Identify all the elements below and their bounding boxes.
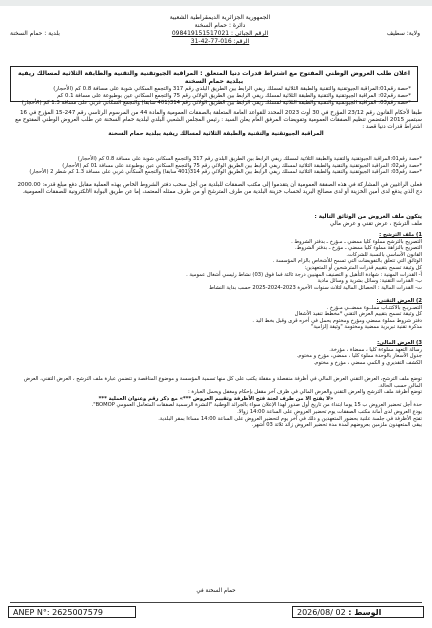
technical-item-3: دفتر شروط مملوء ممضي ومؤرخ ومختوم يحمل في أخره قرى وقبل بخط اليد . <box>252 317 422 324</box>
daira-line: دائرة : حمام السخنة <box>194 22 246 29</box>
commune-label: بلدية : حمام السخنة <box>10 30 60 37</box>
candidacy-section <box>10 232 422 291</box>
candidacy-item-2: التصريح بالنزاهة مملوء كليا ممضي ـ مؤرخ ـ بدفتر الشروط. <box>294 245 422 252</box>
candidacy-item-7: ب- القدرات التقنية: وسائل بشرية و وسائل مادية <box>317 278 422 285</box>
notice-lot-3: *حصة رقم03: المراقبة الجيوتقنية والتقنية والطبقة الثلاثية لمسلك ريفي الرابط بين الطريق الولائي رقم 314(401 سابقا) والتجمع السكاني غربي على مسافة 1.3 كم (الأحجار) <box>21 100 411 106</box>
closing-section <box>10 376 422 429</box>
tax-number-line: الرقم الجبائي : 098419151517021 <box>171 30 269 37</box>
candidacy-item-4: الوثائق التي تتعلق بالتفويضات التي تسمح للأشخاص بالزام المؤسسة . <box>272 258 422 265</box>
purchase-paragraph: فعلى الراغبين في المشاركة في هذه الصفقة العمومية أن يتقدموا إلى مكتب الصفقات للبلدية من أجل سحب دفتر الشروط الخاص بهذه العملية مقابل دفع مبلغ قدره: 2000.00 دج الذي يدفع لدى أمين الخزينة أو لدى مصالح البريد لحساب خزينة البلدية من طرف المترشح أو من طرف ممثله المعتمد، إما عن طريق البوابة الالكترونية للصفقات العمومية. <box>17 182 422 196</box>
composition-title: يتكون ملف العروض من الوثائق التالية : <box>314 214 422 220</box>
lot-item-2: *حصة رقم02: المراقبة الجيوتقنية والتقنية والطبقة الثلاثية لمسلك ريفي الرابط بين الطريق الولائي رقم 75 والتجمع السكاني عين بوطبوعة على مسافة 01 كم (الأحجار) <box>62 162 422 169</box>
technical-item-1: التصـريـح بالاكتتـاب مملــوء ممضــي مـؤرخ . <box>326 304 422 311</box>
technical-title: 2) العرض التقني: <box>376 298 422 304</box>
financial-section <box>10 340 422 366</box>
wilaya-label: ولاية: سطيف <box>386 30 420 37</box>
candidacy-item-8: ت- القدرات المالية : الحصائل المالية لثلاث سنوات الأخيرة 2023-2024-2025 حسب بداية النشاط <box>209 284 422 291</box>
intro-paragraph <box>10 110 422 138</box>
publication-date-label: الوسط <box>354 608 382 617</box>
header-center <box>140 14 300 46</box>
anep-number: ANEP N°: 2625007579 <box>8 606 136 618</box>
candidacy-item-1: التصريح بالترشح مملوء كليا ممضي ـ مـؤرخ ـ بدفتر الشروط . <box>291 238 422 245</box>
footer-divider <box>10 602 422 603</box>
closing-4: حدة أجل تحضير العروض ب 15 يوما ابتداء من تاريخ أول صدور لهذا الإعلان سواء بالجرائد الوطنية "النشرة الرسمية لصفقات المتعامل العمومي BOMOP". <box>91 402 422 409</box>
composition-sub: ملف الترشح ، عرض تقني و عرض مالي <box>329 221 422 228</box>
top-strip <box>0 0 432 6</box>
notice-lot-2: *حصة رقم02: المراقبة الجيوتقنية والتقنية والطبقة الثلاثية لمسلك ريفي الرابط بين الطريق الولائي رقم 75 والتجمع السكاني عين بوطبوعة على مسافة 0.1 كم <box>57 93 411 99</box>
closing-2: توضع أظرفة ملف الترشح والعرض التقني والعرض المالي في ظرف آخر مقفل بإحكام ومغفل ويحمل العبارة : <box>187 389 422 396</box>
lot-item-1: *حصة رقم01:المراقبة الجيوتقنية والتقنية والطبقة الثلاثية لمسلك ريفي الرابط بين الطريق البلدي رقم 317 والتجمع السكاني شوبة على مسافة 0.8 كم (الأحجار) <box>77 156 422 162</box>
closing-1: توضع ملف الترشح، العرض التقني العرض المالي في أظرفة منفصلة و مقفلة يكتب على كل منها تسمية المؤسسة و موضوع المناقصة و تتضمن عبارة ملف الترشح ، العرض التقني، العرض المالي حسب الحالة. <box>23 376 422 389</box>
closing-3: «لا يفتح الا من طرف لجنة فتح الأظرفة وتقييم العروض ***» مع ذكر رقم وعنوان العملية *** <box>98 395 334 402</box>
closing-6: تفتح الأظرفة في جلسة علنية بحضور المتعهدين و ذلك في آخر يوم لتحضير العروض على الساعة 14:00 مساءا بمقر البلدية. <box>158 415 422 422</box>
financial-item-2: جدول الأسعار بالوحدة مملوء كليا ، ممضي، مؤرخ و مختوم. <box>296 353 422 360</box>
footer <box>8 606 424 620</box>
signature-line: حمام السخنة في <box>196 588 236 594</box>
candidacy-title: 1) ملف الترشح : <box>379 232 422 238</box>
technical-item-4: مذكرة تقنية تبريرية ممضية ومختومة "وثيقة إلزامية" <box>310 324 422 331</box>
notice-title: اعلان طلب العروض الوطني المفتوح مع اشتراط قدرات دنيا المتعلق : المراقبة الجيوتقنية والتقنية والطابقة الثلاثية لمسالك ريفية ببلدية حمام السخنة <box>18 70 410 85</box>
publication-date: 2026/08/ 02 : الوسط <box>292 606 424 618</box>
closing-7: يبقى المتعهدون ملزمين بعروضهم لمدة مدة تحضير العروض زائد ثلاثة 03 أشهر. <box>251 422 422 429</box>
candidacy-item-3: القانون الأساسي بالنسبة للشركات. <box>346 251 422 258</box>
technical-item-2: كل وثيقة تسمح بتقييم العرض التقني *مخطط تنفيذ الأشغال <box>294 311 422 318</box>
publication-date-value: 2026/08/ 02 <box>297 608 346 617</box>
lots-list <box>10 156 422 176</box>
financial-item-3: الكشف التقديري و الكمي ممضي ، مؤرخ و مختوم. <box>313 359 422 366</box>
intro-text: طبقا لأحكام القانون رقم 23/12 المؤرخ في 30 أوت 2023 المحدد للقواعد العامة المتعلقة بالصفقات العمومية والمادة 44 من المرسوم الرئاسي رقم 247-15 المؤرخ في 16 سبتمبر 2015 المتضمن تنظيم الصفقات العمومية وتفويضات المرفق العام يعلن السيد : رئيس المجلس الشعبي البلدي لبلدية حمام السخنة عن طلب العروض الوطني المفتوح مع اشتراط قدرات دنيا قصد : <box>15 110 422 131</box>
notice-lot-1: *حصة رقم01:المراقبة الجيوتقنية والتقنية والطبقة الثلاثية لمسلك ريفي الرابط بين الطريق البلدي رقم 317 والتجمع السكاني شوبة على مسافة 0.8 كم (الأحجار) <box>53 86 411 92</box>
reference-number-line: الرقم: 016-77-42-31 <box>190 38 250 45</box>
republic-line: الجمهورية الجزائرية الديمقراطية الشعبية <box>169 14 271 21</box>
financial-title: 3) العرض المالي: <box>377 340 422 346</box>
technical-section <box>10 298 422 331</box>
intro-target: المراقبة الجيوتقنية والتقنية والطبقة الثلاثية لمسالك ريفية ببلدية حمام السخنة <box>108 131 324 138</box>
closing-5: يودع العروض لدى أمانة مكتب الصفقات يوم تحضير العروض على الساعة 14:00 زوالا. <box>237 408 422 415</box>
financial-item-1: رسالة التعهد مملوءة كليا ، ممضاة ، مؤرخة. <box>329 346 422 353</box>
candidacy-item-5: كل وثيقة تسمح بتقييم قدرات المترشحين أو المتعهدين: <box>304 264 422 271</box>
candidacy-item-6: أ- القدرات المهنية : شهادة التأهيل و التصنيف المهنيين درجة ثالثة فما فوق (03) نشاط رئيسي أشغال عمومية . <box>186 271 422 278</box>
notice-title-box <box>10 66 418 106</box>
lot-item-3: *حصة رقم03: المراقبة الجيوتقنية والتقنية والطبقة الثلاثية لمسلك ريفي الرابط بين الطريق الولائي رقم 314(401 سابقا) والتجمع السكاني غربي على مسافة 1.3 كم شطر 2 (الأحجار) <box>29 169 422 176</box>
composition <box>10 214 422 228</box>
